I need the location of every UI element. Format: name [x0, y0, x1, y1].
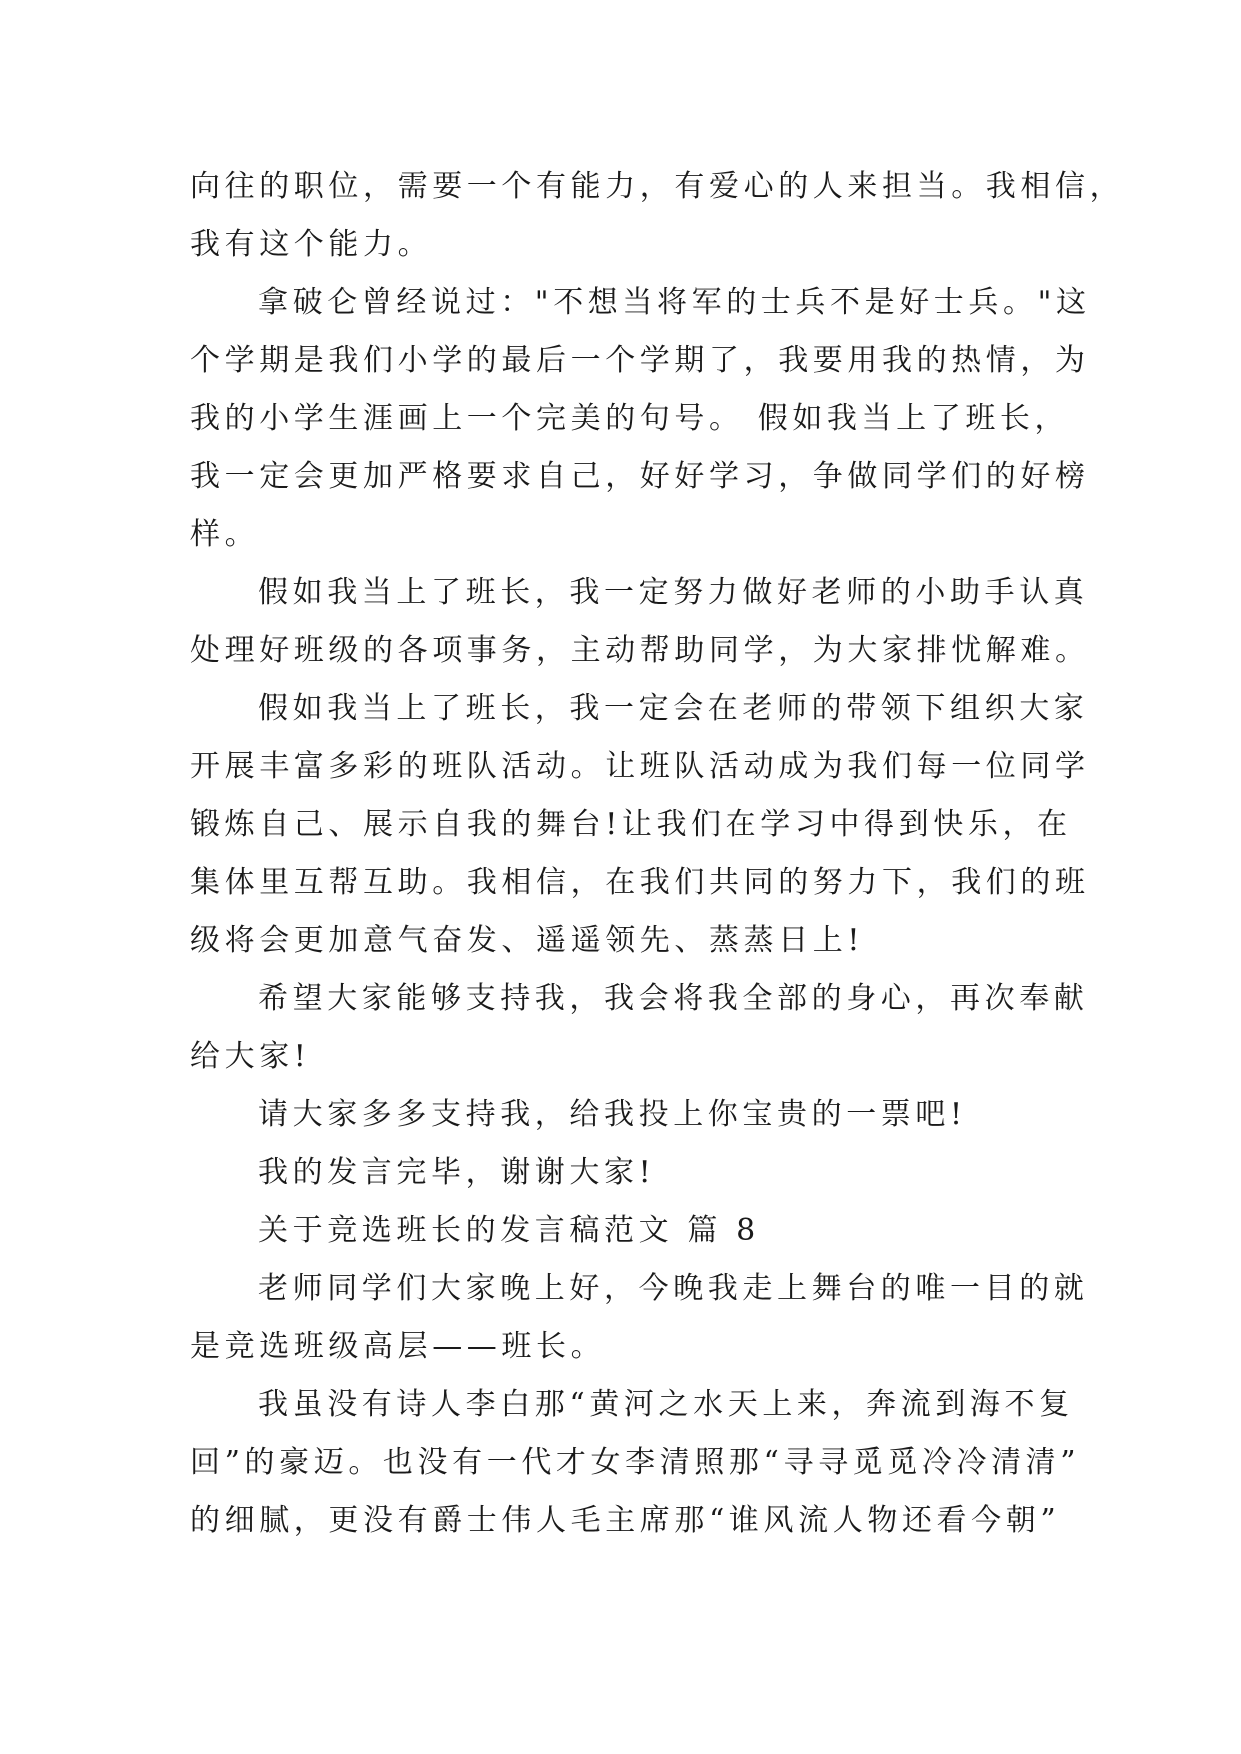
text-line: 我的小学生涯画上一个完美的句号。 假如我当上了班长， — [190, 401, 1070, 436]
document-body — [190, 158, 1125, 1550]
text-line: 我一定会更加严格要求自己，好好学习，争做同学们的好榜 — [190, 459, 1090, 494]
text-line: 我的发言完毕，谢谢大家! — [258, 1155, 656, 1190]
text-line: 向往的职位，需要一个有能力，有爱心的人来担当。我相信， — [190, 169, 1125, 204]
text-line: 样。 — [190, 517, 260, 552]
text-line: 开展丰富多彩的班队活动。让班队活动成为我们每一位同学 — [190, 749, 1090, 784]
text-line: 的细腻，更没有爵士伟人毛主席那“谁风流人物还看今朝” — [190, 1503, 1061, 1538]
text-line: 回”的豪迈。也没有一代才女李清照那“寻寻觅觅冷冷清清” — [190, 1445, 1081, 1480]
paragraph — [190, 1144, 1070, 1202]
text-line: 假如我当上了班长，我一定会在老师的带领下组织大家 — [258, 691, 1089, 726]
section-heading — [190, 1202, 1070, 1260]
paragraph — [190, 680, 1090, 970]
paragraph — [190, 1376, 1081, 1550]
text-line: 级将会更加意气奋发、遥遥领先、蒸蒸日上! — [190, 923, 865, 958]
paragraph — [190, 970, 1089, 1086]
text-line: 锻炼自己、展示自我的舞台!让我们在学习中得到快乐，在 — [190, 807, 1072, 842]
paragraph — [190, 1086, 1070, 1144]
text-line: 个学期是我们小学的最后一个学期了，我要用我的热情，为 — [190, 343, 1090, 378]
text-line: 拿破仑曾经说过："不想当将军的士兵不是好士兵。"这 — [258, 285, 1091, 320]
heading-line: 关于竞选班长的发言稿范文 篇 8 — [258, 1213, 760, 1248]
text-line: 我有这个能力。 — [190, 227, 433, 262]
text-line: 请大家多多支持我，给我投上你宝贵的一票吧! — [258, 1097, 967, 1132]
text-line: 老师同学们大家晚上好，今晚我走上舞台的唯一目的就 — [258, 1271, 1089, 1306]
paragraph — [190, 1260, 1089, 1376]
text-line: 集体里互帮互助。我相信，在我们共同的努力下，我们的班 — [190, 865, 1090, 900]
paragraph — [190, 158, 1125, 274]
text-line: 是竞选班级高层——班长。 — [190, 1329, 606, 1364]
text-line: 给大家! — [190, 1039, 311, 1074]
paragraph — [190, 274, 1091, 564]
text-line: 希望大家能够支持我，我会将我全部的身心，再次奉献 — [258, 981, 1089, 1016]
text-line: 处理好班级的各项事务，主动帮助同学，为大家排忧解难。 — [190, 633, 1090, 668]
text-line: 我虽没有诗人李白那“黄河之水天上来，奔流到海不复 — [258, 1387, 1074, 1422]
text-line: 假如我当上了班长，我一定努力做好老师的小助手认真 — [258, 575, 1089, 610]
paragraph — [190, 564, 1090, 680]
